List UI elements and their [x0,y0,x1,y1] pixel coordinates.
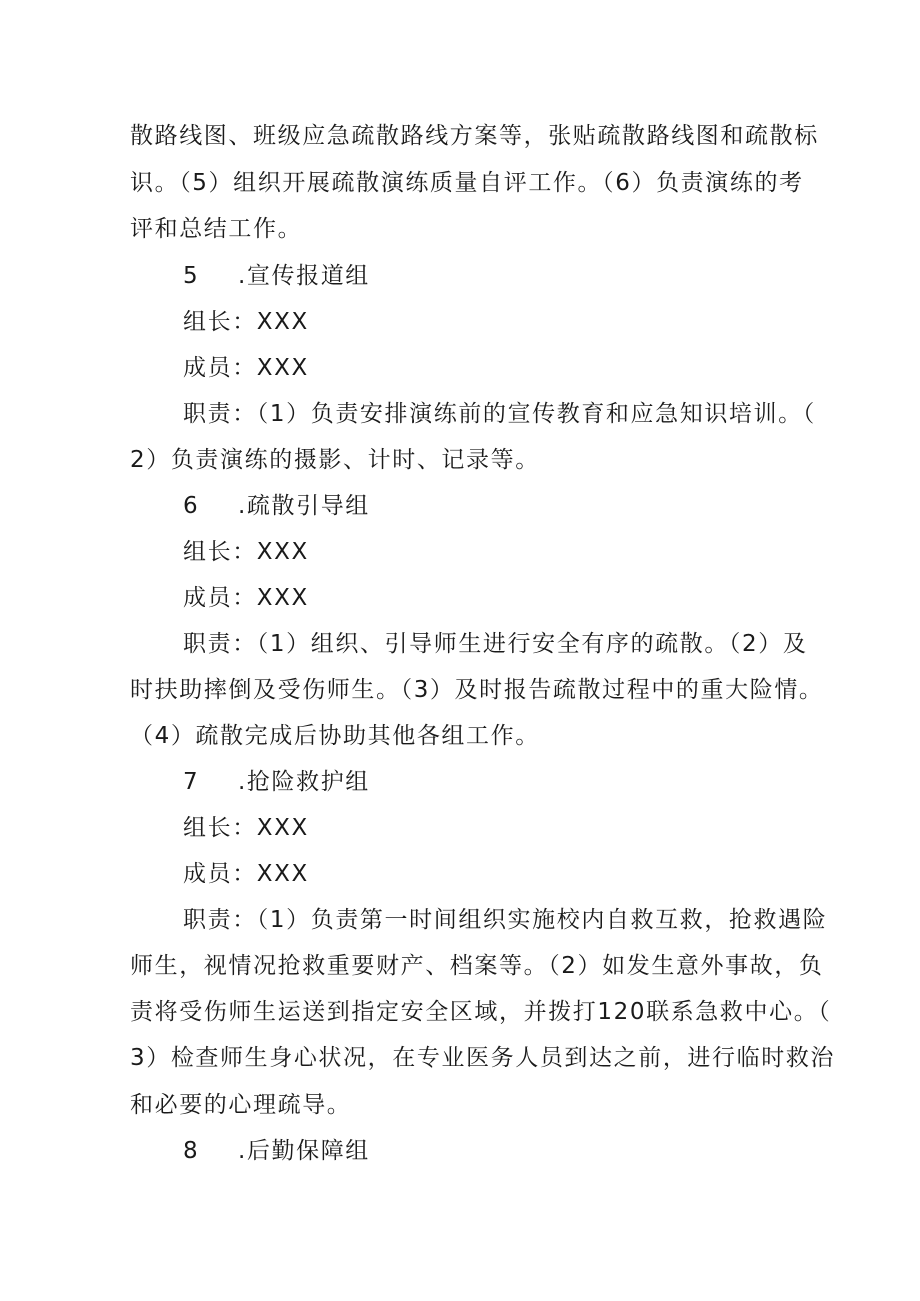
text-line: 2）负责演练的摄影、计时、记录等。 [130,447,540,473]
duties-text: 职责：（1）负责第一时间组织实施校内自救互救，抢救遇险 [183,907,828,933]
section-number: 5 [183,263,200,289]
group-leader: 组长：XXX [183,539,309,565]
group-members: 成员：XXX [183,585,309,611]
text-line: 责将受伤师生运送到指定安全区域，并拨打120联系急救中心。（ [130,999,832,1025]
section-title: .抢险救护组 [238,769,370,795]
text-line: 3）检查师生身心状况，在专业医务人员到达之前，进行临时救治 [130,1045,836,1071]
text-line: （4）疏散完成后协助其他各组工作。 [130,723,540,749]
section-number: 8 [183,1138,200,1164]
text-line: 识。（5）组织开展疏散演练质量自评工作。（6）负责演练的考 [130,170,804,196]
text-line: 和必要的心理疏导。 [130,1092,352,1118]
group-members: 成员：XXX [183,861,309,887]
section-heading-7 [183,767,863,797]
group-leader: 组长：XXX [183,309,309,335]
section-heading-8 [183,1136,863,1166]
text-line: 时扶助摔倒及受伤师生。（3）及时报告疏散过程中的重大险情。 [130,677,824,703]
text-line: 评和总结工作。 [130,216,303,242]
section-heading-6 [183,491,863,521]
group-leader: 组长：XXX [183,815,309,841]
duties-text: 职责：（1）组织、引导师生进行安全有序的疏散。（2）及 [183,631,808,657]
section-number: 6 [183,493,200,519]
section-heading-5 [183,261,863,291]
text-line: 散路线图、班级应急疏散路线方案等，张贴疏散路线图和疏散标 [130,123,819,149]
section-title: .后勤保障组 [238,1138,370,1164]
text-line: 师生，视情况抢救重要财产、档案等。（2）如发生意外事故，负 [130,953,824,979]
group-members: 成员：XXX [183,355,309,381]
section-title: .宣传报道组 [238,263,370,289]
section-number: 7 [183,769,200,795]
section-title: .疏散引导组 [238,493,370,519]
duties-text: 职责：（1）负责安排演练前的宣传教育和应急知识培训。（ [183,401,816,427]
